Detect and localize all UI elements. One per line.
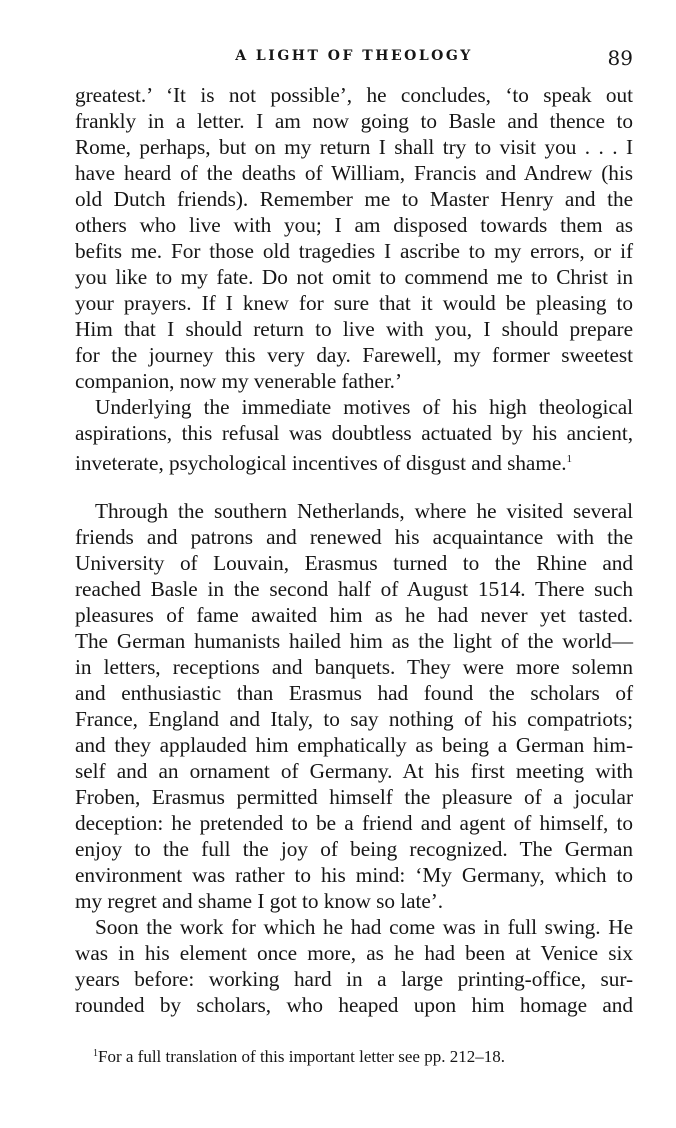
text-line: Froben, Erasmus permitted himself the pleasure of a jocular: [75, 785, 633, 809]
text-line: in letters, receptions and banquets. They were more solemn: [75, 655, 633, 679]
text-line: your prayers. If I knew for sure that it would be pleasing to: [75, 291, 633, 315]
text-line: greatest.’ ‘It is not possible’, he concludes, ‘to speak out: [75, 83, 633, 107]
text-line: years before: working hard in a large printing-office, sur-: [75, 967, 633, 991]
text-line: friends and patrons and renewed his acquaintance with the: [75, 525, 633, 549]
text-line: others who live with you; I am disposed towards them as: [75, 213, 633, 237]
text-line: University of Louvain, Erasmus turned to the Rhine and: [75, 551, 633, 575]
text-line: deception: he pretended to be a friend and agent of himself, to: [75, 811, 633, 835]
text-line: was in his element once more, as he had been at Venice six: [75, 941, 633, 965]
text-line: pleasures of fame awaited him as he had never yet tasted.: [75, 603, 633, 627]
text-line: and enthusiastic than Erasmus had found the scholars of: [75, 681, 633, 705]
footnote-marker: 1: [93, 1048, 98, 1059]
text-line: rounded by scholars, who heaped upon him homage and: [75, 993, 633, 1017]
text-line: reached Basle in the second half of August 1514. There such: [75, 577, 633, 601]
text-line: The German humanists hailed him as the light of the world—: [75, 629, 633, 653]
text-line: Through the southern Netherlands, where he visited several: [95, 499, 633, 523]
text-line-with-footnote: [75, 446, 633, 475]
body-text: [75, 82, 633, 1018]
footnote: [93, 1043, 633, 1068]
text-line: enjoy to the full the joy of being recognized. The German: [75, 837, 633, 861]
text-line: environment was rather to his mind: ‘My Germany, which to: [75, 863, 633, 887]
running-title: A LIGHT OF THEOLOGY: [235, 48, 473, 64]
text-line: my regret and shame I got to know so late’.: [75, 889, 444, 913]
text-line: Rome, perhaps, but on my return I shall try to visit you . . . I: [75, 135, 633, 159]
text-line: self and an ornament of Germany. At his first meeting with: [75, 759, 633, 783]
text-line: befits me. For those old tragedies I ascribe to my errors, or if: [75, 239, 633, 263]
text-line: frankly in a letter. I am now going to Basle and thence to: [75, 109, 633, 133]
text-line: and they applauded him emphatically as being a German him-: [75, 733, 633, 757]
text-line: have heard of the deaths of William, Francis and Andrew (his: [75, 161, 633, 185]
text-line: old Dutch friends). Remember me to Master Henry and the: [75, 187, 633, 211]
page-number: 89: [607, 46, 633, 70]
text-line: Him that I should return to live with you, I should prepare: [75, 317, 633, 341]
text-line: companion, now my venerable father.’: [75, 369, 403, 393]
footnote-reference: 1: [566, 453, 572, 465]
text-line: for the journey this very day. Farewell, my former sweetest: [75, 343, 633, 367]
text-line: you like to my fate. Do not omit to commend me to Christ in: [75, 265, 633, 289]
text-line: Underlying the immediate motives of his high theological: [95, 395, 633, 419]
section-break: [75, 472, 633, 498]
running-head: [75, 46, 633, 72]
text-line: aspirations, this refusal was doubtless actuated by his ancient,: [75, 421, 633, 445]
text-line: France, England and Italy, to say nothing of his compatriots;: [75, 707, 633, 731]
text-line-content: inveterate, psychological incentives of disgust and shame.: [75, 451, 567, 475]
text-line: Soon the work for which he had come was in full swing. He: [95, 915, 633, 939]
footnote-text: For a full translation of this important letter see pp. 212–18.: [98, 1047, 505, 1066]
